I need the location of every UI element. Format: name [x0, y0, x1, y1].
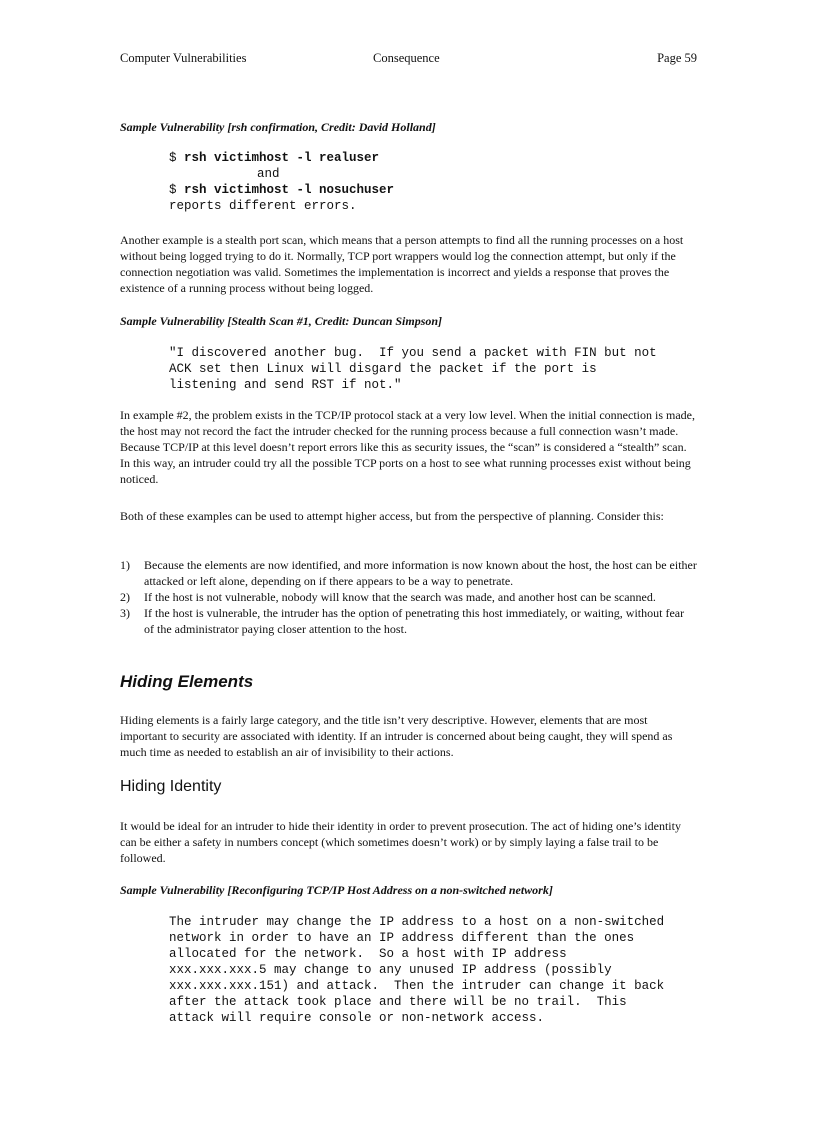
header-document-title: Computer Vulnerabilities — [120, 51, 247, 65]
sample-vulnerability-heading-2: Sample Vulnerability [Stealth Scan #1, Credit: Duncan Simpson] — [120, 314, 443, 328]
page-header — [120, 51, 697, 67]
paragraph-hiding-identity: It would be ideal for an intruder to hide their identity in order to prevent prosecution. The act of hiding one’s identity can be either a safety in numbers concept (which sometimes doesn’t work) or by simply laying a false trail to be followed. — [120, 819, 681, 865]
code-line: reports different errors. — [169, 199, 357, 213]
code-command: rsh victimhost -l nosuchuser — [184, 183, 395, 197]
header-page-number: Page 59 — [657, 51, 697, 65]
paragraph-hiding-elements: Hiding elements is a fairly large category, and the title isn’t very descriptive. However, elements that are most important to security are associated with identity. If an intruder is concerned about being caught, they will spend as much time as needed to establish an air of invisibility to their actions. — [120, 713, 673, 759]
code-line: network in order to have an IP address different than the ones — [169, 931, 635, 945]
section-heading-hiding-elements: Hiding Elements — [120, 672, 254, 691]
code-line: "I discovered another bug. If you send a packet with FIN but not — [169, 346, 657, 360]
code-line: ACK set then Linux will disgard the packet if the port is — [169, 362, 597, 376]
header-chapter-title: Consequence — [373, 51, 440, 65]
paragraph-consider: Both of these examples can be used to attempt higher access, but from the perspective of planning. Consider this: — [120, 509, 664, 523]
list-item: 1) Because the elements are now identified, and more information is now known about the host, the host can be either attacked or left alone, depending on if there appears to be a way to penetrate. — [120, 558, 697, 588]
sample-vulnerability-heading-1: Sample Vulnerability [rsh confirmation, Credit: David Holland] — [120, 120, 436, 134]
paragraph-example-2: In example #2, the problem exists in the TCP/IP protocol stack at a very low level. When the initial connection is made, the host may not record the fact the intruder checked for the running process because a full connection wasn’t made. Because TCP/IP at this level doesn’t report errors like this as security issues, the “scan” is considered a “stealth” scan. In this way, an intruder could try all the possible TCP ports on a host to see what running processes exist without being noticed. — [120, 408, 695, 486]
subsection-heading-hiding-identity: Hiding Identity — [120, 778, 222, 795]
code-line: allocated for the network. So a host with IP address — [169, 947, 567, 961]
paragraph-stealth-scan: Another example is a stealth port scan, which means that a person attempts to find all the running processes on a host without being logged trying to do it. Normally, TCP port wrappers would log the connection attempt, but only if the connection negotiation was valid. Sometimes the implementation is incorrect and yields a response that proves the existence of a running process without being logged. — [120, 233, 684, 295]
document-page — [120, 0, 697, 1123]
consequence-list — [120, 557, 697, 637]
code-line: xxx.xxx.xxx.151) and attack. Then the intruder can change it back — [169, 979, 665, 993]
code-block-stealth-scan — [169, 345, 657, 393]
list-item: 3) If the host is vulnerable, the intruder has the option of penetrating this host immediately, or waiting, without fear of the administrator paying closer attention to the host. — [120, 606, 685, 636]
sample-vulnerability-heading-3: Sample Vulnerability [Reconfiguring TCP/IP Host Address on a non-switched network] — [120, 883, 553, 897]
code-line: $ rsh victimhost -l nosuchuser — [169, 183, 395, 197]
code-line: after the attack took place and there will be no trail. This — [169, 995, 627, 1009]
list-item: 2) If the host is not vulnerable, nobody will know that the search was made, and another host can be scanned. — [120, 590, 656, 604]
code-command: rsh victimhost -l realuser — [184, 151, 380, 165]
code-line: and — [257, 167, 280, 181]
code-block-ip-reconfig — [169, 914, 664, 1026]
code-line: The intruder may change the IP address to a host on a non-switched — [169, 915, 665, 929]
code-line: listening and send RST if not." — [169, 378, 402, 392]
code-line: attack will require console or non-network access. — [169, 1011, 545, 1025]
code-line: $ rsh victimhost -l realuser — [169, 151, 380, 165]
code-block-rsh — [169, 150, 394, 214]
code-line: xxx.xxx.xxx.5 may change to any unused IP address (possibly — [169, 963, 612, 977]
